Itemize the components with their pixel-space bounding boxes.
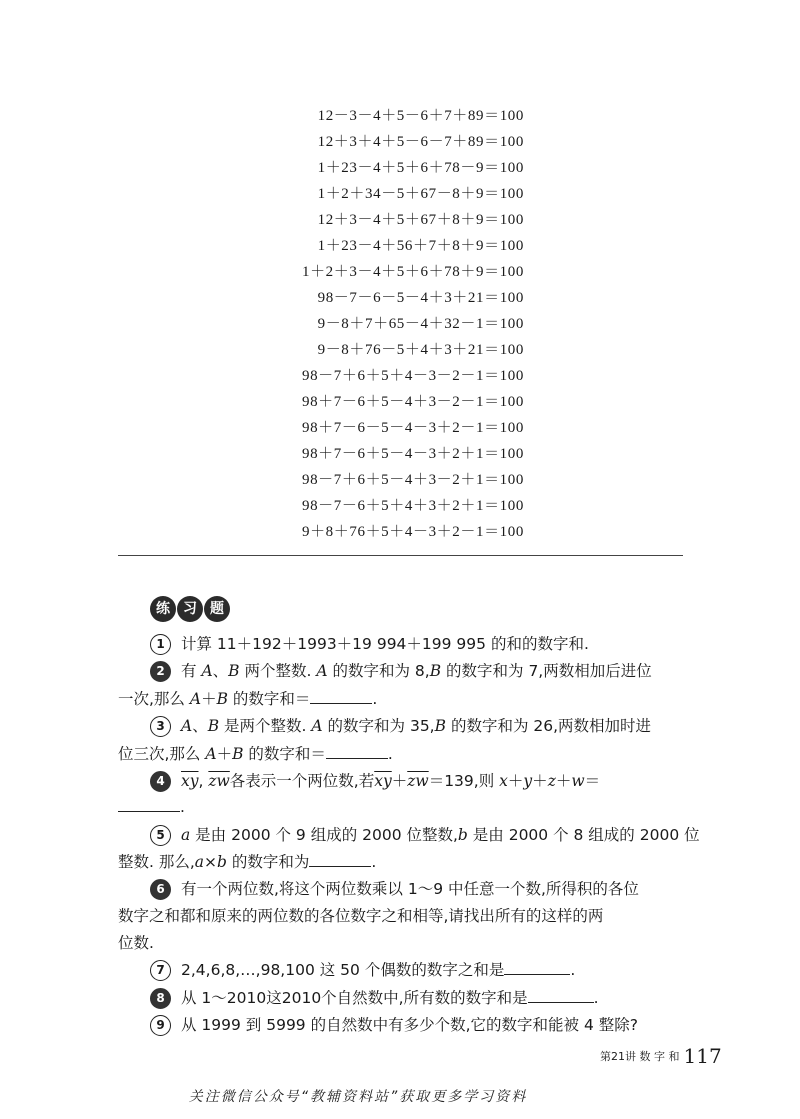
equation: 1＋2＋34－5＋67－8＋9＝100 — [317, 186, 524, 202]
problem-number-badge: 1 — [150, 634, 171, 655]
problem-2 — [150, 656, 652, 686]
problem-5-cont — [118, 847, 376, 877]
text: 的数字和＝ — [243, 745, 326, 763]
text: ＋ — [216, 745, 233, 763]
text: 整数. 那么, — [118, 853, 195, 871]
text: , — [198, 772, 209, 790]
text: . — [372, 690, 378, 708]
var: A — [205, 745, 217, 763]
var: y — [523, 772, 533, 790]
var: A — [181, 717, 193, 735]
equation: 12＋3＋4＋5－6－7＋89＝100 — [317, 134, 524, 150]
text: 、 — [212, 662, 229, 680]
text: ＝139,则 — [428, 772, 500, 790]
problem-text: 计算 11＋192＋1993＋19 994＋199 995 的和的数字和. — [181, 635, 589, 653]
problem-text: 位数. — [118, 934, 154, 952]
var: z — [547, 772, 556, 790]
problem-text: 数字之和都和原来的两位数的各位数字之和相等,请找出所有的这样的两 — [118, 907, 604, 925]
problem-number-badge: 4 — [150, 771, 171, 792]
problem-1 — [150, 629, 589, 659]
problem-number-badge: 9 — [150, 1015, 171, 1036]
problem-2-cont — [118, 684, 377, 714]
var: A — [189, 690, 202, 708]
equation: 98＋7－6＋5－4＋3－2－1＝100 — [301, 394, 524, 410]
text: 的数字和为 8, — [327, 662, 430, 680]
problem-6-cont — [118, 901, 603, 931]
problem-text: 有一个两位数,将这个两位数乘以 1～9 中任意一个数,所得积的各位 — [181, 880, 639, 898]
problem-9 — [150, 1010, 638, 1040]
problem-3-cont — [118, 739, 393, 769]
page-number: 117 — [683, 1044, 722, 1068]
answer-blank[interactable] — [118, 793, 180, 812]
answer-blank[interactable] — [326, 740, 388, 759]
promo-banner: 关注微信公众号“教辅资料站”获取更多学习资料 — [188, 1089, 528, 1105]
equation: 12＋3－4＋5＋67＋8＋9＝100 — [317, 212, 524, 228]
answer-blank[interactable] — [309, 848, 371, 867]
var: b — [217, 853, 227, 871]
answer-blank[interactable] — [310, 685, 372, 704]
page-footer — [600, 1044, 722, 1068]
title-char: 题 — [204, 596, 230, 622]
var: a — [194, 853, 205, 871]
equation: 1＋23－4＋56＋7＋8＋9＝100 — [317, 238, 524, 254]
section-divider — [118, 555, 683, 556]
var: B — [232, 745, 244, 763]
exercises-title — [150, 596, 230, 622]
problem-number-badge: 7 — [150, 960, 171, 981]
text: 的数字和为 26,两数相加时进 — [446, 717, 652, 735]
text: . — [593, 989, 599, 1007]
problem-text: 从 1～2010这2010个自然数中,所有数的数字和是 — [181, 989, 528, 1007]
problem-6-cont — [118, 928, 154, 958]
problem-number-badge: 6 — [150, 879, 171, 900]
var: B — [228, 662, 240, 680]
var: B — [216, 690, 228, 708]
two-digit-number: $\overline{xy}$ — [181, 772, 199, 790]
equation: 12－3－4＋5－6＋7＋89＝100 — [317, 108, 524, 124]
var: B — [434, 717, 447, 735]
text: 的数字和为 7,两数相加后进位 — [441, 662, 652, 680]
text: 是两个整数. — [219, 717, 312, 735]
var: B — [207, 717, 220, 735]
lecture-label: 第21讲 数 字 和 — [600, 1050, 680, 1063]
problem-4-cont — [118, 792, 185, 822]
text: × — [204, 853, 218, 871]
equation: 9＋8＋76＋5＋4－3＋2－1＝100 — [301, 524, 524, 540]
problem-text: 从 1999 到 5999 的自然数中有多少个数,它的数字和能被 4 整除? — [181, 1016, 638, 1034]
text: . — [371, 853, 377, 871]
text: 是由 2000 个 8 组成的 2000 位 — [467, 826, 700, 844]
text: 是由 2000 个 9 组成的 2000 位整数, — [190, 826, 458, 844]
text: ＋ — [555, 772, 572, 790]
title-char: 练 — [150, 596, 176, 622]
text: 的数字和为 — [226, 853, 310, 871]
var: b — [457, 826, 468, 844]
problem-number-badge: 3 — [150, 716, 171, 737]
text: ＋ — [507, 772, 524, 790]
text: . — [570, 961, 576, 979]
var: A — [311, 717, 323, 735]
var: A — [316, 662, 328, 680]
equation: 1＋23－4＋5＋6＋78－9＝100 — [317, 160, 524, 176]
equation: 1＋2＋3－4＋5＋6＋78＋9＝100 — [301, 264, 524, 280]
text: 、 — [192, 717, 208, 735]
text: . — [180, 798, 185, 816]
var: w — [571, 772, 585, 790]
two-digit-number: $\overline{zw}$ — [407, 772, 429, 790]
text: 的数字和为 35, — [322, 717, 435, 735]
text: 各表示一个两位数,若 — [229, 772, 375, 790]
equation: 9－8＋76－5＋4＋3＋21＝100 — [317, 342, 524, 358]
problem-4 — [150, 766, 600, 796]
problem-number-badge: 2 — [150, 661, 171, 682]
var: B — [429, 662, 442, 680]
var: A — [201, 662, 213, 680]
title-char: 习 — [177, 596, 203, 622]
problem-number-badge: 5 — [150, 825, 171, 846]
text: ＋ — [391, 772, 408, 790]
text: ＋ — [532, 772, 548, 790]
problem-3 — [150, 711, 651, 741]
text: 位三次,那么 — [118, 745, 206, 763]
var: a — [181, 826, 191, 844]
equation: 98－7＋6＋5－4＋3－2＋1＝100 — [301, 472, 524, 488]
two-digit-number: $\overline{zw}$ — [208, 772, 230, 790]
equation: 98＋7－6＋5－4－3＋2＋1＝100 — [301, 446, 524, 462]
text: 的数字和＝ — [227, 690, 311, 708]
equation: 98－7－6－5－4＋3＋21＝100 — [317, 290, 524, 306]
text: 两个整数. — [239, 662, 317, 680]
text: 一次,那么 — [118, 690, 190, 708]
equation: 98－7＋6＋5＋4－3－2－1＝100 — [301, 368, 524, 384]
text: ＋ — [201, 690, 217, 708]
equation: 98－7－6＋5＋4＋3＋2＋1＝100 — [301, 498, 524, 514]
problem-8 — [150, 983, 599, 1013]
problem-7 — [150, 955, 575, 985]
answer-blank[interactable] — [504, 956, 570, 975]
text: ＝ — [584, 772, 601, 790]
problem-number-badge: 8 — [150, 988, 171, 1009]
var: x — [499, 772, 508, 790]
equation: 98＋7－6－5－4－3＋2－1＝100 — [301, 420, 524, 436]
problem-5 — [150, 820, 700, 850]
equation: 9－8＋7＋65－4＋32－1＝100 — [317, 316, 524, 332]
problem-6 — [150, 874, 639, 904]
text: 有 — [181, 662, 202, 680]
answer-blank[interactable] — [528, 984, 594, 1003]
two-digit-number: $\overline{xy}$ — [374, 772, 392, 790]
problem-text: 2,4,6,8,…,98,100 这 50 个偶数的数字之和是 — [181, 961, 505, 979]
text: . — [387, 745, 393, 763]
